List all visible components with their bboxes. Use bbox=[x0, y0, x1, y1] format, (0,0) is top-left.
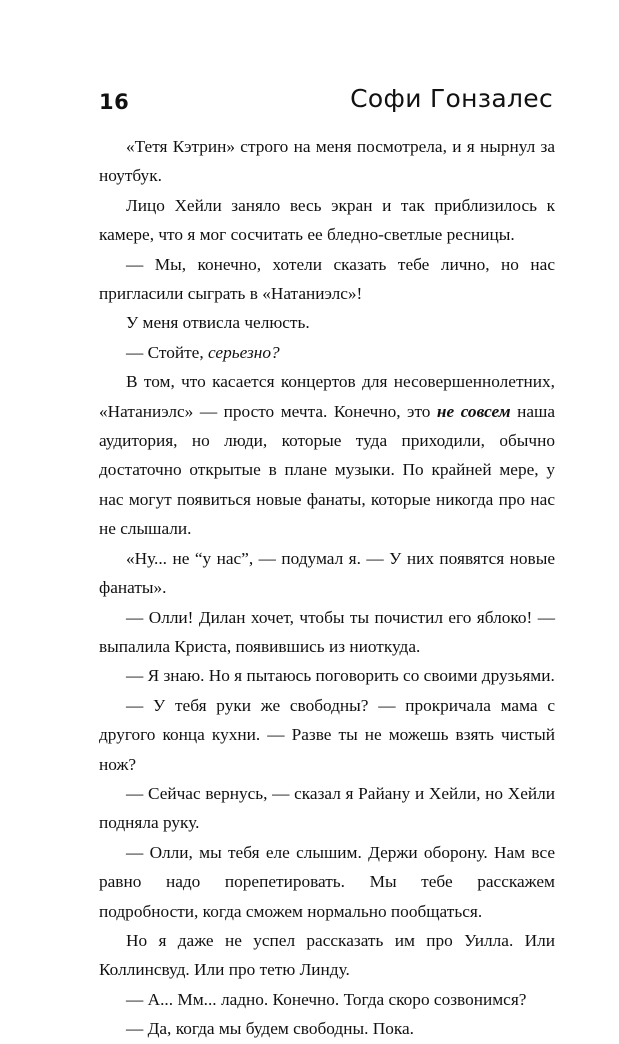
paragraph: — У тебя руки же свободны? — прокричала мама с другого конца кухни. — Разве ты не можешь взять чистый нож? bbox=[99, 695, 555, 774]
paragraph-text: наша аудитория, но люди, которые туда приходили, обычно достаточно открытые в плане музыки. По крайней мере, у нас могут появиться новые фанаты, которые никогда про нас не слышали. bbox=[99, 401, 555, 539]
paragraph: «Тетя Кэтрин» строго на меня посмотрела, и я нырнул за ноутбук. bbox=[99, 137, 555, 186]
paragraph: — Олли! Дилан хочет, чтобы ты почистил его яблоко! — выпалила Криста, появившись из ниоткуда. bbox=[99, 607, 555, 656]
paragraph: Но я даже не успел рассказать им про Уилла. Или Коллинсвуд. Или про тетю Линду. bbox=[99, 930, 555, 980]
paragraph: — Олли, мы тебя еле слышим. Держи оборону. Нам все равно надо порепетировать. Мы тебе расскажем подробности, когда сможем нормально пообщаться. bbox=[99, 842, 555, 921]
paragraph: Лицо Хейли заняло весь экран и так приблизилось к камере, что я мог сосчитать ее бледно-светлые ресницы. bbox=[99, 195, 555, 245]
running-head-author: Софи Гонзалес bbox=[350, 84, 553, 113]
paragraph: — Я знаю. Но я пытаюсь поговорить со своими друзьями. bbox=[126, 666, 555, 686]
paragraph bbox=[99, 367, 555, 543]
paragraph: У меня отвисла челюсть. bbox=[126, 313, 310, 333]
page-number: 16 bbox=[99, 90, 130, 114]
paragraph bbox=[99, 338, 555, 367]
page-header bbox=[99, 84, 553, 120]
body-text bbox=[99, 132, 555, 1044]
paragraph-text: В том, что касается концертов для несовершеннолетних, «Натаниэлс» — просто мечта. Конечно, это bbox=[99, 372, 555, 421]
paragraph-text: — Стойте, bbox=[126, 342, 208, 362]
bold-italic-emphasis: не совсем bbox=[436, 401, 511, 421]
paragraph: — Мы, конечно, хотели сказать тебе лично, но нас пригласили сыграть в «Натаниэлс»! bbox=[99, 254, 555, 304]
paragraph: — Да, когда мы будем свободны. Пока. bbox=[126, 1019, 414, 1039]
paragraph: «Ну... не “у нас”, — подумал я. — У них появятся новые фанаты». bbox=[99, 548, 555, 598]
paragraph: — Сейчас вернусь, — сказал я Райану и Хейли, но Хейли подняла руку. bbox=[99, 783, 555, 833]
italic-emphasis: серьезно? bbox=[207, 342, 280, 362]
paragraph: — А... Мм... ладно. Конечно. Тогда скоро созвонимся? bbox=[126, 989, 527, 1009]
